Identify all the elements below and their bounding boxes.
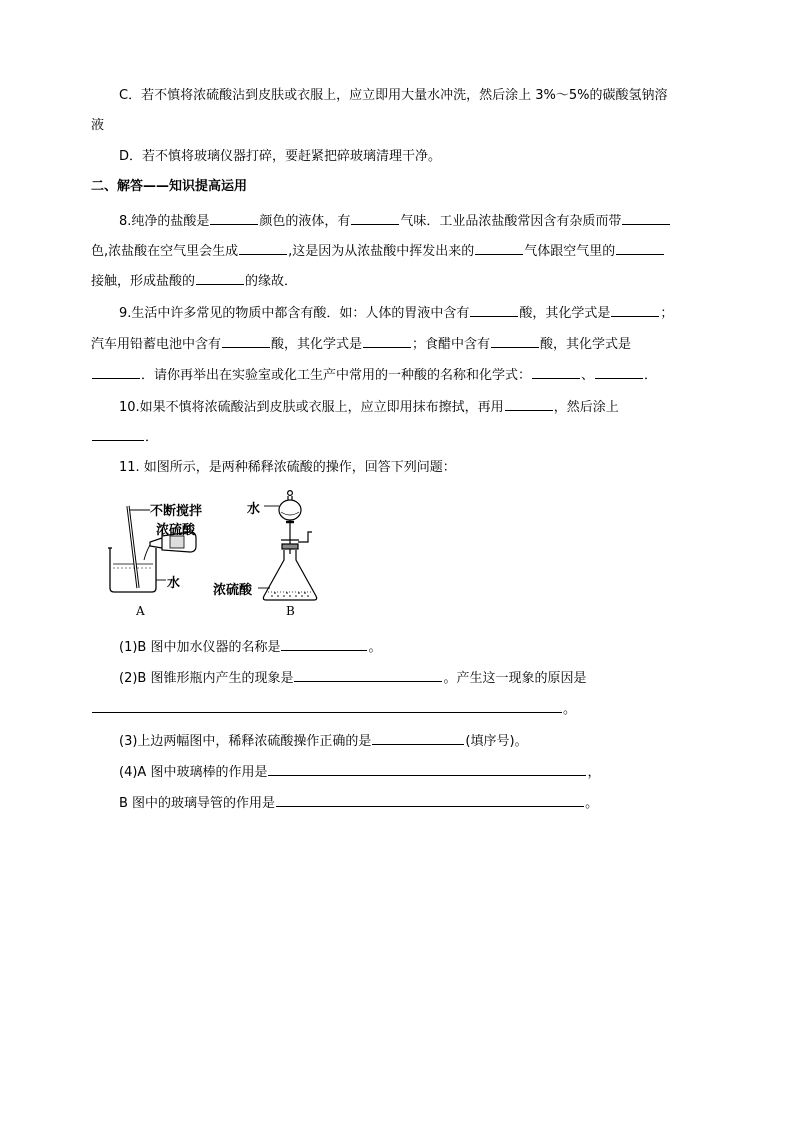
answer-blank[interactable] — [92, 698, 562, 713]
q8-text-1b: 颜色的液体，有 — [259, 214, 351, 229]
q11-part-2 — [119, 667, 586, 689]
q8-text-1a: 8.纯净的盐酸是 — [119, 214, 210, 229]
answer-blank[interactable] — [276, 792, 584, 807]
answer-blank[interactable] — [239, 240, 287, 255]
q11-p1-text-a: (1)B 图中加水仪器的名称是 — [119, 640, 281, 655]
answer-blank[interactable] — [210, 210, 258, 225]
label-water-a: 水 — [167, 576, 181, 591]
answer-blank[interactable] — [268, 761, 586, 776]
q9-text-3b: 、 — [581, 368, 595, 383]
q9-line-1 — [119, 302, 673, 324]
q11-p2-text-a: (2)B 图锥形瓶内产生的现象是 — [119, 671, 294, 686]
q11-p4-text-a: (4)A 图中玻璃棒的作用是 — [119, 765, 268, 780]
q11-p1-text-b: 。 — [368, 640, 382, 655]
answer-blank[interactable] — [532, 364, 580, 379]
label-acid-b: 浓硫酸 — [213, 583, 253, 598]
q11-p2-text-b: 。产生这一现象的原因是 — [443, 671, 587, 686]
q10-line-2 — [91, 426, 158, 448]
q8-text-2a: 色,浓盐酸在空气里会生成 — [91, 244, 239, 259]
answer-blank[interactable] — [372, 730, 464, 745]
q8-text-2b: ,这是因为从浓盐酸中挥发出来的 — [288, 244, 475, 259]
q11-stem-text: 11. 如图所示，是两种稀释浓硫酸的操作，回答下列问题： — [119, 460, 456, 475]
answer-blank[interactable] — [363, 333, 411, 348]
answer-blank[interactable] — [505, 396, 553, 411]
q9-text-2a: 汽车用铅蓄电池中含有 — [91, 337, 222, 352]
q8-line-2 — [91, 240, 665, 262]
q11-part-2-wrap — [91, 698, 576, 720]
dilution-figure — [100, 488, 320, 620]
label-stir: 不断搅拌 — [150, 504, 203, 519]
answer-blank[interactable] — [92, 426, 144, 441]
label-water-b: 水 — [247, 502, 261, 517]
beaker-a — [108, 548, 156, 592]
q10-text-1a: 10.如果不慎将浓硫酸沾到皮肤或衣服上，应立即用抹布擦拭，再用 — [119, 400, 504, 415]
q9-text-2c: ；食醋中含有 — [412, 337, 491, 352]
q8-text-1c: 气味．工业品浓盐酸常因含有杂质而带 — [400, 214, 622, 229]
answer-blank[interactable] — [281, 636, 367, 651]
q9-text-1c: ； — [660, 306, 674, 321]
q9-text-2b: 酸，其化学式是 — [271, 337, 363, 352]
q11-part-4 — [119, 761, 600, 783]
answer-blank[interactable] — [622, 210, 670, 225]
q10-line-1 — [119, 396, 619, 418]
q8-line-1 — [119, 210, 671, 232]
q11-p3-text-b: (填序号)。 — [465, 734, 528, 749]
dilution-figure-drawing — [100, 488, 320, 620]
answer-blank[interactable] — [351, 210, 399, 225]
q9-line-2 — [91, 333, 631, 355]
q11-p2-text-c: 。 — [563, 702, 577, 717]
option-c-wrap — [91, 116, 104, 136]
q11-p5-text-a: B 图中的玻璃导管的作用是 — [119, 796, 276, 811]
caption-b: B — [286, 604, 295, 618]
q11-p4-text-b: ， — [587, 765, 601, 780]
answer-blank[interactable] — [616, 240, 664, 255]
section-heading — [91, 177, 247, 197]
label-acid-a: 浓硫酸 — [156, 523, 196, 538]
option-d — [119, 147, 441, 167]
answer-blank[interactable] — [222, 333, 270, 348]
answer-blank[interactable] — [491, 333, 539, 348]
answer-blank[interactable] — [611, 302, 659, 317]
q9-text-2d: 酸，其化学式是 — [540, 337, 632, 352]
q11-part-1 — [119, 636, 381, 658]
q11-p3-text-a: (3)上边两幅图中，稀释浓硫酸操作正确的是 — [119, 734, 372, 749]
q8-line-3 — [91, 270, 297, 292]
caption-a: A — [136, 604, 145, 618]
q9-text-3c: ． — [644, 368, 658, 383]
q11-part-3 — [119, 730, 528, 752]
q10-text-2a: ． — [145, 430, 159, 445]
q9-text-3a: ．请你再举出在实验室或化工生产中常用的一种酸的名称和化学式： — [141, 368, 532, 383]
option-c-wrap-text: 液 — [91, 118, 105, 133]
q9-line-3 — [91, 364, 657, 386]
q10-text-1b: ，然后涂上 — [553, 400, 619, 415]
q11-stem — [119, 458, 456, 478]
q11-p5-text-b: 。 — [585, 796, 599, 811]
section-heading-text: 二、解答——知识提高运用 — [91, 179, 248, 194]
q11-part-5 — [119, 792, 598, 814]
answer-blank[interactable] — [595, 364, 643, 379]
q8-text-3b: 的缘故． — [245, 274, 298, 289]
answer-blank[interactable] — [475, 240, 523, 255]
q9-text-1b: 酸，其化学式是 — [519, 306, 611, 321]
answer-blank[interactable] — [196, 270, 244, 285]
q8-text-3a: 接触，形成盐酸的 — [91, 274, 196, 289]
option-d-text: D．若不慎将玻璃仪器打碎，要赶紧把碎玻璃清理干净。 — [119, 149, 442, 164]
q8-text-2c: 气体跟空气里的 — [524, 244, 616, 259]
option-c — [119, 86, 667, 106]
option-c-text: C．若不慎将浓硫酸沾到皮肤或衣服上，应立即用大量水冲洗，然后涂上 3%～5%的碳酸氢钠溶 — [119, 88, 668, 103]
answer-blank[interactable] — [470, 302, 518, 317]
acid-dots-b — [271, 592, 309, 597]
q9-text-1a: 9.生活中许多常见的物质中都含有酸．如：人体的胃液中含有 — [119, 306, 470, 321]
answer-blank[interactable] — [294, 667, 442, 682]
answer-blank[interactable] — [92, 364, 140, 379]
